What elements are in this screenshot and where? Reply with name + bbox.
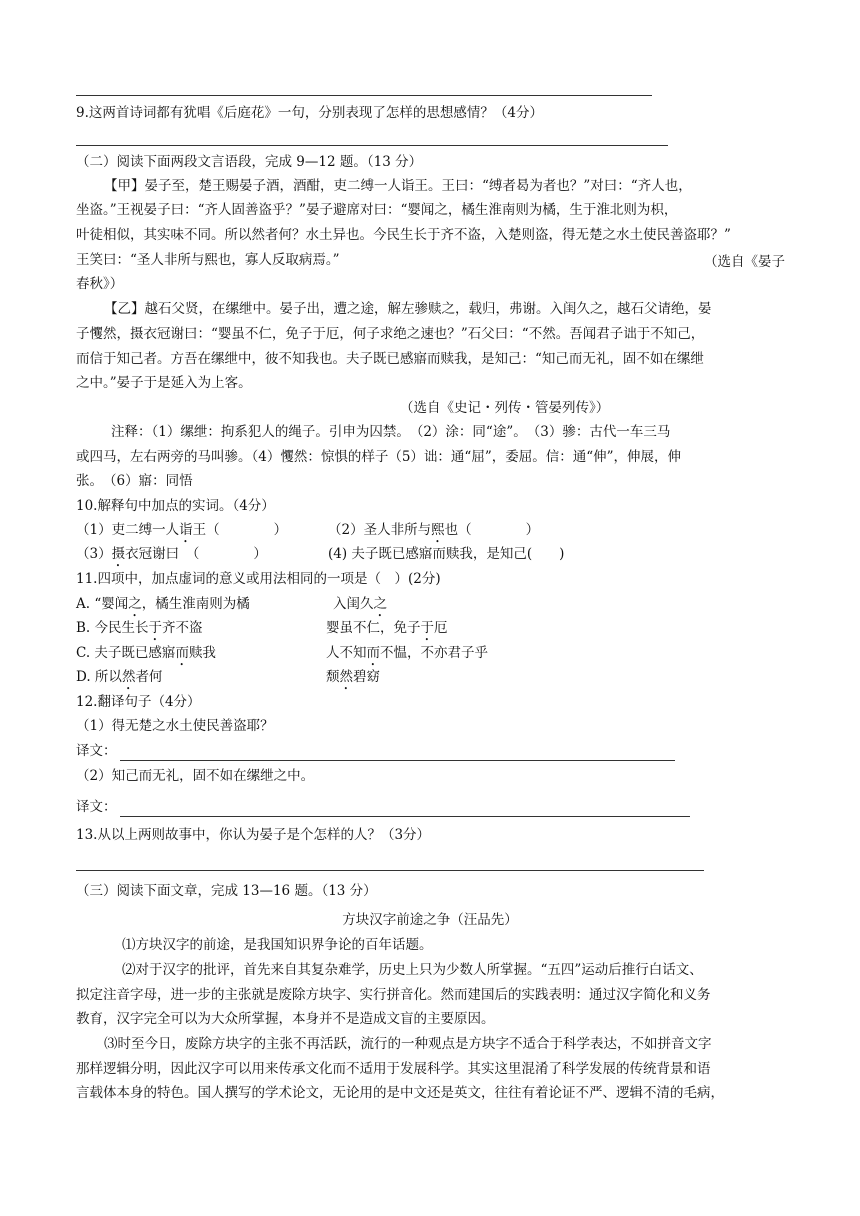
q12-answer-label-2: 译文： (76, 799, 117, 815)
article-paragraph-3-line: 言载体本身的特色。国人撰写的学术论文，无论用的是中文还是英文，往往有着论证不严、逻辑不清的毛病， (76, 1085, 724, 1101)
passage-yi-line: 之中。”晏子于是延入为上客。 (76, 375, 252, 391)
notes-line: 张。 （6）寤：同悟 (76, 473, 193, 489)
q12-answer-label-1: 译文： (76, 743, 117, 759)
article-paragraph-2-line: ⑵对于汉字的批评，首先来自其复杂难学，历史上只为少数人所掌握。“五四”运动后推行白话文、 (122, 962, 703, 978)
answer-line (76, 145, 668, 146)
q12-sentence-2: （2）知己而无礼，固不如在缧绁之中。 (76, 768, 315, 784)
passage-jia-source: 春秋》） (76, 276, 124, 292)
q10-item-3: （3）摄衣冠谢曰 （ ） (76, 546, 267, 562)
section-2-heading: （二）阅读下面两段文言语段，完成 9—12 题。（13 分） (76, 154, 423, 170)
q12-sentence-1: （1）得无楚之水土使民善盗耶？ (76, 718, 274, 734)
q12-answer-line-1[interactable] (120, 760, 675, 761)
passage-yi-source: （选自《史记・列传・管晏列传》） (400, 400, 610, 416)
passage-jia-line: 【甲】晏子至，楚王赐晏子酒，酒酣，吏二缚一人诣王。王曰：“缚者曷为者也？”对曰：“齐人也， (104, 178, 692, 194)
q11-option-a-right: 入闺久之 (333, 596, 387, 612)
q10-item-4: (4) 夫子既已感寤而赎我，是知己( ) (328, 546, 565, 562)
q10-item-1: （1）吏二缚一人诣王（ ） (76, 522, 288, 538)
question-10-stem: 10.解释句中加点的实词。（4分） (76, 498, 275, 514)
article-paragraph-1: ⑴方块汉字的前途，是我国知识界争论的百年话题。 (122, 937, 433, 953)
question-13-stem: 13.从以上两则故事中，你认为晏子是个怎样的人？（3分） (76, 827, 431, 843)
question-11-stem: 11.四项中，加点虚词的意义或用法相同的一项是（ ）(2分) (76, 571, 441, 587)
q12-answer-line-2[interactable] (120, 816, 690, 817)
section-3-heading: （三）阅读下面文章，完成 13—16 题。（13 分） (76, 883, 377, 899)
q11-option-a-left: A. “婴闻之，橘生淮南则为橘 (76, 596, 250, 612)
passage-jia-line: 坐盗。”王视晏子曰：“齐人固善盗乎？”晏子避席对曰：“婴闻之，橘生淮南则为橘，生于淮北则为枳， (76, 202, 678, 218)
q11-option-d-left: D. 所以然者何 (76, 669, 163, 685)
article-paragraph-3-line: 那样逻辑分明，因此汉字可以用来传承文化而不适用于发展科学。其实这里混淆了科学发展的传统背景和语 (76, 1061, 711, 1077)
article-paragraph-2-line: 教育，汉字完全可以为大众所掌握，本身并不是造成文盲的主要原因。 (76, 1011, 495, 1027)
passage-jia-line: 王笑曰：“圣人非所与熙也，寡人反取病焉。” (76, 252, 340, 268)
article-paragraph-3-line: ⑶时至今日，废除方块字的主张不再活跃，流行的一种观点是方块字不适合于科学表达，不如拼音文字 (104, 1036, 712, 1052)
q11-option-d-right: 颓然碧窈 (326, 669, 380, 685)
q13-answer-line[interactable] (76, 870, 704, 871)
passage-jia-line: 叶徒相似，其实味不同。所以然者何？水土异也。今民生长于齐不盗，入楚则盗，得无楚之水土使民善盗耶？” (76, 227, 731, 243)
passage-jia-source: （选自《晏子 (704, 254, 785, 270)
q11-option-b-left: B. 今民生长于齐不盗 (76, 620, 203, 636)
q10-item-2: （2）圣人非所与熙也（ ） (328, 522, 540, 538)
q11-option-b-right: 婴虽不仁，免子于厄 (326, 620, 448, 636)
q11-option-c-right: 人不知而不愠，不亦君子乎 (326, 645, 488, 661)
passage-yi-line: 【乙】越石父贤，在缧绁中。晏子出，遭之途，解左骖赎之，载归，弗谢。入闺久之，越石父请绝，晏 (104, 301, 712, 317)
article-paragraph-2-line: 拟定注音字母，进一步的主张就是废除方块字、实行拼音化。然而建国后的实践表明：通过汉字简化和义务 (76, 987, 711, 1003)
notes-line: 或四马，左右两旁的马叫骖。（4）戄然：惊惧的样子（5）诎：通“屈”，委屈。信：通“伸”，伸展，伸 (76, 449, 682, 465)
question-12-stem: 12.翻译句子（4分） (76, 694, 201, 710)
q11-option-c-left: C. 夫子既已感寤而赎我 (76, 645, 216, 661)
question-9: 9.这两首诗词都有犹唱《后庭花》一句，分别表现了怎样的思想感情？（4分） (76, 105, 543, 121)
notes-line: 注释：（1）缧绁：拘系犯人的绳子。引申为囚禁。 （2）涂：同“途”。 （3）骖：古代一车三马 (111, 424, 671, 440)
answer-line (76, 95, 652, 96)
article-title: 方块汉字前途之争（汪品先） (342, 912, 518, 928)
passage-yi-line: 而信于知己者。方吾在缧绁中，彼不知我也。夫子既已感寤而赎我，是知己：“知己而无礼，固不如在缧绁 (76, 351, 704, 367)
passage-yi-line: 子戄然，摄衣冠谢曰：“婴虽不仁，免子于厄，何子求绝之速也？”石父曰：“不然。吾闻君子诎于不知己， (76, 326, 705, 342)
